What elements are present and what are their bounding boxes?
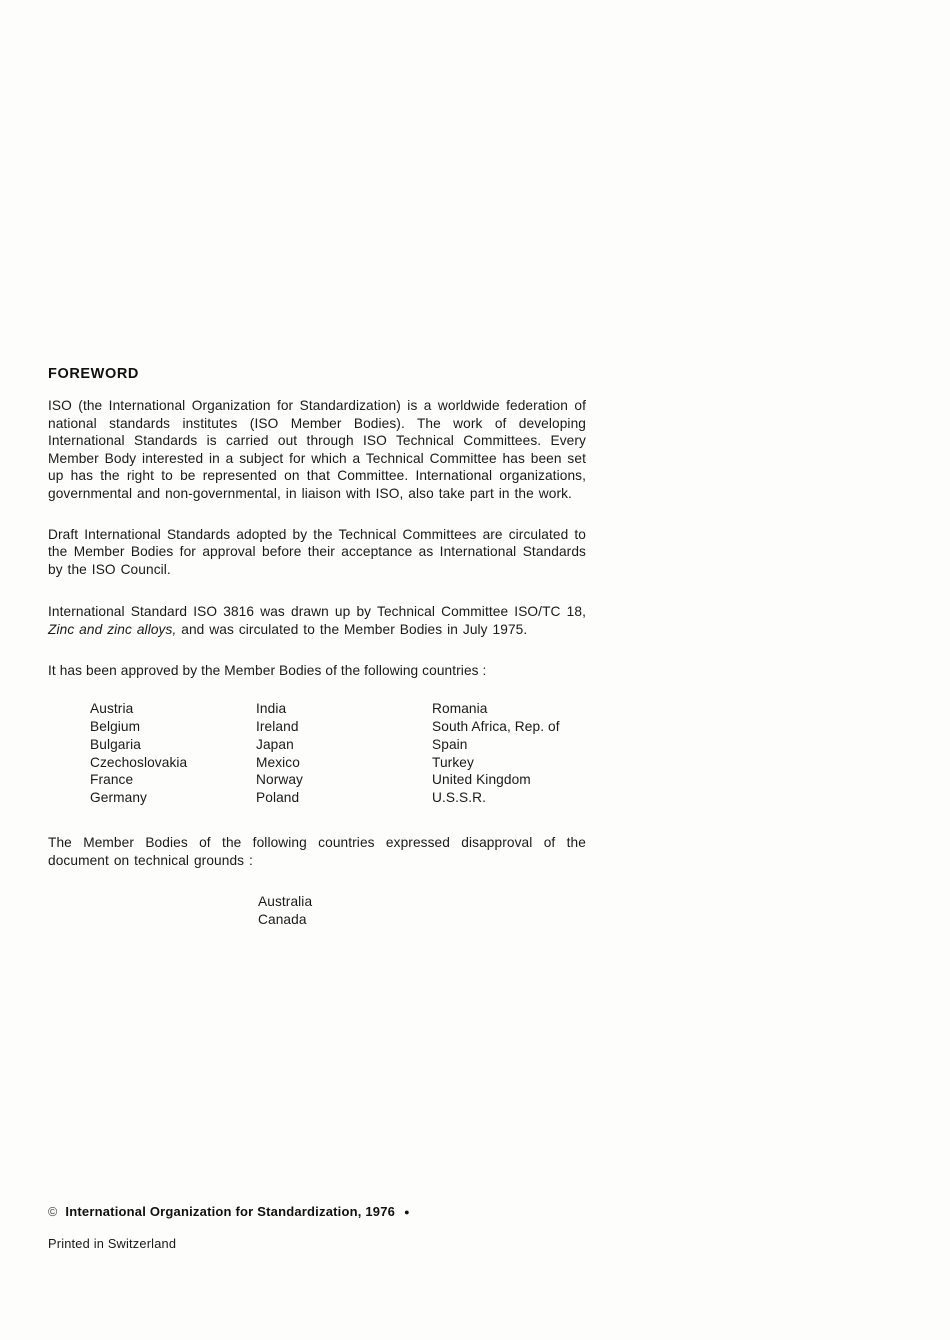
country-item: Germany [90, 790, 147, 806]
country-item: Romania [432, 701, 488, 717]
approving-countries-list [90, 700, 586, 807]
country-item: U.S.S.R. [432, 790, 487, 806]
country-item: United Kingdom [432, 772, 531, 788]
country-item: Turkey [432, 754, 474, 770]
bullet-icon: ● [404, 1207, 410, 1217]
disapproving-countries-list [258, 893, 586, 929]
standard-subject-italic: Zinc and zinc alloys, [48, 621, 177, 637]
foreword-section [48, 366, 586, 929]
country-item: Belgium [90, 718, 141, 734]
copyright-line [48, 1204, 410, 1219]
country-item: Bulgaria [90, 736, 142, 752]
foreword-heading: FOREWORD [48, 366, 139, 382]
country-item: France [90, 772, 134, 788]
country-item: Spain [432, 736, 468, 752]
approval-intro: It has been approved by the Member Bodies of the following countries : [48, 662, 487, 678]
country-item: Norway [256, 772, 303, 788]
paragraph-origin-after: and was circulated to the Member Bodies in July 1975. [176, 621, 528, 637]
paragraph-draft-standards: Draft International Standards adopted by the Technical Committees are circulated to the Member Bodies for approval before their acceptance as International Standards by the ISO Council. [48, 526, 586, 577]
disapproval-text: The Member Bodies of the following countries expressed disapproval of the document on technical grounds : [48, 834, 586, 868]
country-item: Canada [258, 912, 307, 928]
country-item: Australia [258, 894, 313, 910]
paragraph-standard-origin [48, 603, 586, 638]
copyright-icon: © [48, 1205, 58, 1219]
country-item: Czechoslovakia [90, 754, 188, 770]
countries-column-3 [432, 700, 586, 807]
paragraph-origin-before: International Standard ISO 3816 was drawn up by Technical Committee ISO/TC 18, [48, 604, 586, 620]
country-item: Ireland [256, 718, 299, 734]
countries-column-2 [256, 700, 432, 807]
country-item: India [256, 701, 287, 717]
paragraph-iso-description: ISO (the International Organization for Standardization) is a worldwide federation of national standards institutes (ISO Member Bodies). The work of developing International Standards is carried out through ISO Technical Committees. Every Member Body interested in a subject for which a Technical Committee has been set up has the right to be represented on that Committee. International organizations, governmental and non-governmental, in liaison with ISO, also take part in the work. [48, 398, 586, 501]
countries-column-1 [90, 700, 256, 807]
country-item: South Africa, Rep. of [432, 718, 560, 734]
country-item: Austria [90, 701, 134, 717]
copyright-text: International Organization for Standardization, 1976 [65, 1204, 396, 1219]
country-item: Poland [256, 790, 300, 806]
country-item: Japan [256, 736, 294, 752]
country-item: Mexico [256, 754, 300, 770]
printed-in-line: Printed in Switzerland [48, 1236, 177, 1251]
